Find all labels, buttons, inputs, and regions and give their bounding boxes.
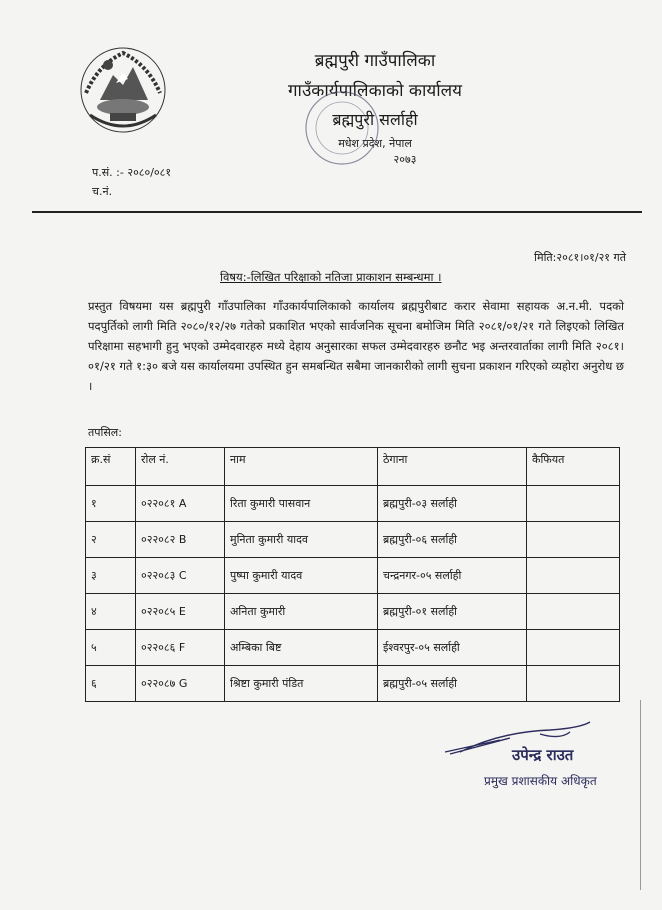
- cell-serial: ५: [86, 630, 136, 666]
- cell-name: मुनिता कुमारी यादव: [225, 522, 378, 558]
- subject-label: विषय:-: [220, 270, 251, 284]
- official-stamp-icon: [296, 88, 388, 168]
- cell-serial: ३: [86, 558, 136, 594]
- cell-remarks: [527, 666, 620, 702]
- cell-roll: ०२२०८७ G: [136, 666, 225, 702]
- cell-roll: ०२२०८५ E: [136, 594, 225, 630]
- nepal-emblem-icon: [78, 45, 168, 135]
- header-divider: [32, 211, 642, 213]
- cell-address: ब्रह्मपुरी-०५ सर्लाही: [378, 666, 527, 702]
- cell-serial: ४: [86, 594, 136, 630]
- cell-roll: ०२२०८६ F: [136, 630, 225, 666]
- cell-roll: ०२२०८३ C: [136, 558, 225, 594]
- table-header-row: [86, 448, 620, 486]
- list-label: तपसिल:: [88, 426, 122, 439]
- cell-address: ब्रह्मपुरी-०३ सर्लाही: [378, 486, 527, 522]
- office-established-year: २०७३: [393, 153, 417, 166]
- cell-serial: २: [86, 522, 136, 558]
- letter-subject: [220, 270, 441, 285]
- table-row: [86, 522, 620, 558]
- office-department: गाउँकार्यपालिकाको कार्यालय: [287, 81, 463, 101]
- office-name: ब्रह्मपुरी गाउँपालिका: [314, 51, 436, 71]
- table-row: [86, 594, 620, 630]
- cell-name: पुष्पा कुमारी यादव: [225, 558, 378, 594]
- cell-remarks: [527, 522, 620, 558]
- cell-name: रिता कुमारी पासवान: [225, 486, 378, 522]
- cell-roll: ०२२०८१ A: [136, 486, 225, 522]
- table-row: [86, 558, 620, 594]
- letter-reference-number: प.सं. :- २०८०/०८१: [92, 166, 172, 179]
- cell-address: ब्रह्मपुरी-०१ सर्लाही: [378, 594, 527, 630]
- office-location: ब्रह्मपुरी सर्लाही: [332, 110, 418, 129]
- letter-date: मिति:२०८१।०१/२१ गते: [534, 251, 626, 264]
- col-address: ठेगाना: [378, 448, 527, 486]
- cell-serial: ६: [86, 666, 136, 702]
- cell-address: ईश्वरपुर-०५ सर्लाही: [378, 630, 527, 666]
- subject-text: लिखित परिक्षाको नतिजा प्राकाशन सम्बन्धमा ।: [250, 270, 442, 284]
- letter-body: प्रस्तुत विषयमा यस ब्रह्मपुरी गाँउपालिका गाँउकार्यपालिकाको कार्यालय ब्रह्मपुरीबाट करार सेवामा सहायक अ.न.मी. पदको पदपुर्तिको लागी मिति २०८०/१२/२७ गतेको प्रकाशित भएको सार्वजनिक सूचना बमोजिम मिति २०८१/०१/२१ गते लिइएको लिखित परिक्षामा सहभागी हुनु भएको उम्मेदवारहरु मध्ये देहाय अनुसारका सफल उम्मेदवारहरु छनौट भइ अन्तरवार्ताका लागी मिति २०८१।०१/२१ गते १:३० बजे यस कार्यालयमा उपस्थित हुन समबन्धित सबैमा जानकारीको लागी सुचना प्रकाशन गरिएको व्यहोरा अनुरोध छ ।: [88, 299, 624, 393]
- signatory-name: उपेन्द्र राउत: [512, 746, 574, 764]
- cell-remarks: [527, 594, 620, 630]
- cell-remarks: [527, 558, 620, 594]
- cell-address: ब्रह्मपुरी-०६ सर्लाही: [378, 522, 527, 558]
- cell-name: अनिता कुमारी: [225, 594, 378, 630]
- cell-roll: ०२२०८२ B: [136, 522, 225, 558]
- page-edge-line: [640, 700, 641, 890]
- table-row: [86, 630, 620, 666]
- col-remarks: कैफियत: [527, 448, 620, 486]
- cell-name: श्रिष्टा कुमारी पंडित: [225, 666, 378, 702]
- cell-address: चन्द्रनगर-०५ सर्लाही: [378, 558, 527, 594]
- cell-serial: १: [86, 486, 136, 522]
- cell-remarks: [527, 486, 620, 522]
- signatory-title: प्रमुख प्रशासकीय अधिकृत: [484, 774, 597, 788]
- col-name: नाम: [225, 448, 378, 486]
- col-roll: रोल नं.: [136, 448, 225, 486]
- cell-name: अम्बिका बिष्ट: [225, 630, 378, 666]
- results-table: [85, 447, 620, 702]
- table-row: [86, 486, 620, 522]
- cell-remarks: [527, 630, 620, 666]
- office-province: मधेश प्रदेश, नेपाल: [338, 137, 412, 150]
- col-serial: क्र.सं: [86, 448, 136, 486]
- table-row: [86, 666, 620, 702]
- dispatch-number: च.नं.: [92, 185, 113, 198]
